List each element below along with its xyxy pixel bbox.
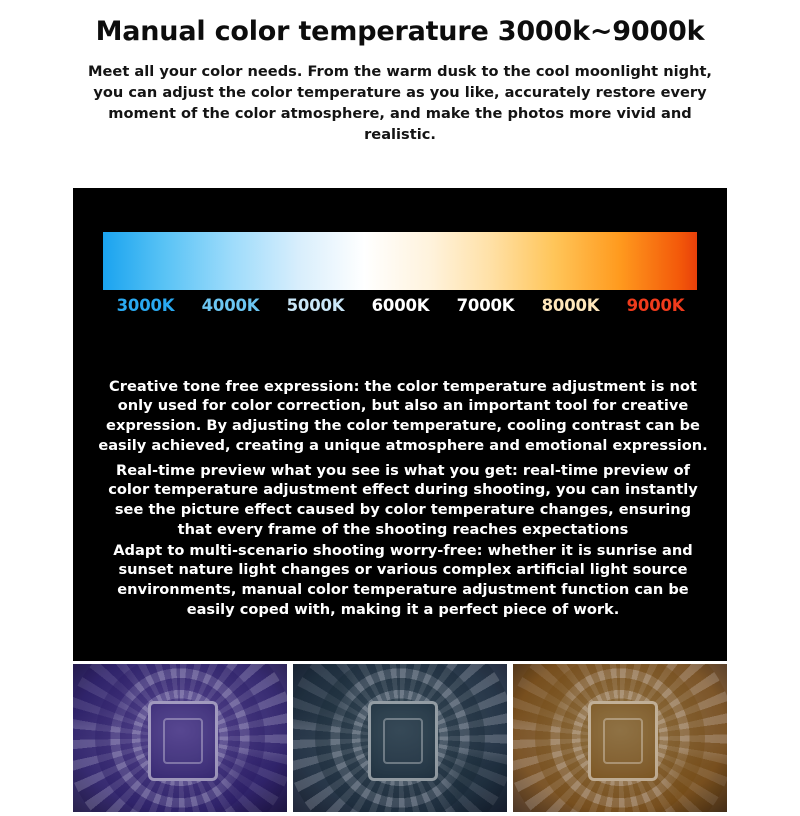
color-temperature-gradient-bar [103, 232, 697, 290]
sample-photo-cool [73, 664, 287, 812]
product-infographic [0, 16, 800, 816]
feature-paragraph-multi-scenario: Adapt to multi-scenario shooting worry-free: whether it is sunrise and sunset nature light changes or various complex artificial light source environments, manual color temperature adjustment function can be easily coped with, making it a perfect piece of work. [113, 541, 693, 619]
sample-photo-neutral [293, 664, 507, 812]
color-temperature-panel [73, 188, 727, 661]
scale-label-8000k: 8000K [541, 296, 600, 315]
scale-label-9000k: 9000K [626, 296, 685, 315]
scale-label-6000k: 6000K [371, 296, 430, 315]
scale-label-7000k: 7000K [456, 296, 515, 315]
color-temperature-scale [103, 296, 703, 315]
sample-photo-strip [73, 664, 727, 812]
scale-label-5000k: 5000K [286, 296, 345, 315]
scale-label-4000k: 4000K [201, 296, 260, 315]
scale-label-3000k: 3000K [116, 296, 175, 315]
feature-paragraph-creative-tone: Creative tone free expression: the color temperature adjustment is not only used for color correction, but also an important tool for creative expression. By adjusting the color temperature, cooling contrast can be easily achieved, creating a unique atmosphere and emotional expression. [98, 377, 708, 455]
feature-paragraph-realtime-preview: Real-time preview what you see is what you get: real-time preview of color temperature adjustment effect during shooting, you can instantly see the picture effect caused by color temperature changes, ensuring that every frame of the shooting reaches expectations [108, 461, 698, 539]
page-title: Manual color temperature 3000k~9000k [95, 16, 705, 47]
sample-photo-warm [513, 664, 727, 812]
intro-paragraph: Meet all your color needs. From the warm dusk to the cool moonlight night, you can adjust the color temperature as you like, accurately restore every moment of the color atmosphere, and make the photos more vivid and realistic. [88, 63, 712, 143]
